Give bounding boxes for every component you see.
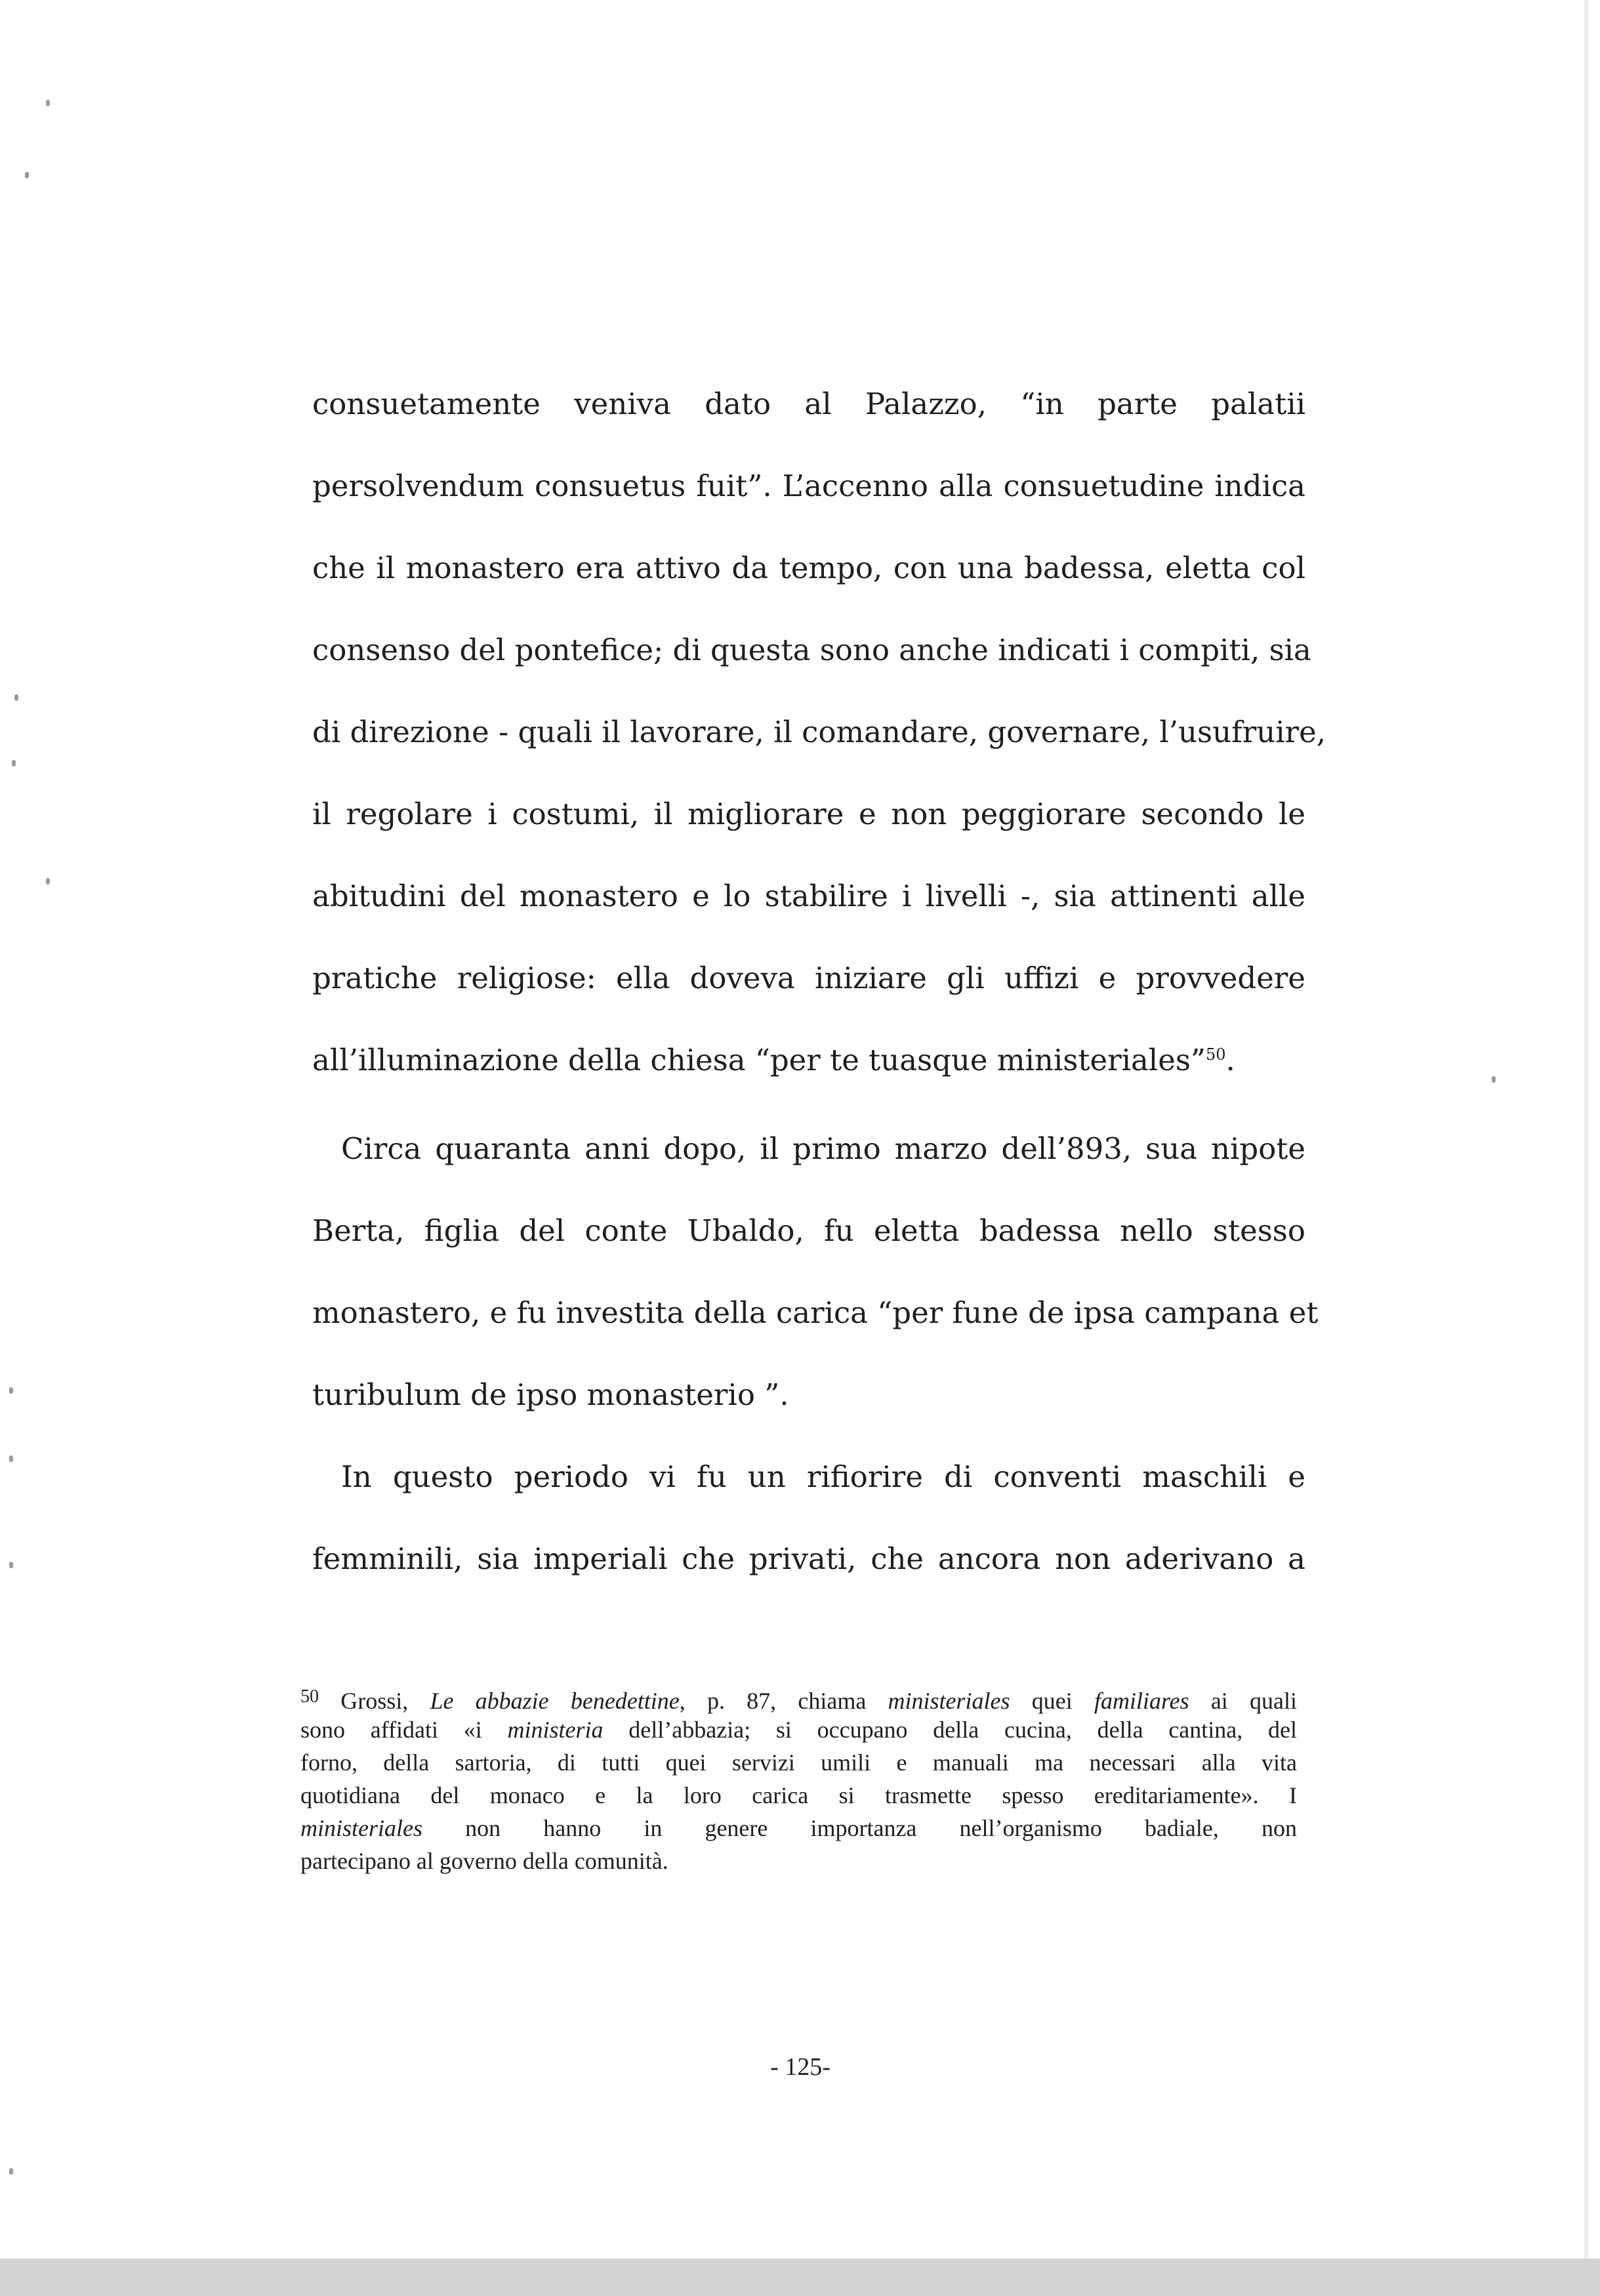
body-line: persolvendum consuetus fuit”. L’accenno alla consuetudine indica — [312, 469, 1305, 503]
scan-speck — [25, 172, 29, 178]
body-line: all’illuminazione della chiesa “per te tuasque ministeriales”$^{50}$. — [312, 1043, 1235, 1077]
footnote-line: quotidiana del monaco e la loro carica si trasmette spesso ereditariamente». I — [300, 1782, 1297, 1808]
scan-speck — [9, 1455, 13, 1462]
body-line: che il monastero era attivo da tempo, con una badessa, eletta col — [312, 551, 1305, 585]
footnote-line: partecipano al governo della comunità. — [300, 1848, 668, 1874]
body-line: il regolare i costumi, il migliorare e non peggiorare secondo le — [312, 797, 1305, 831]
scan-speck — [9, 1562, 13, 1568]
body-line: di direzione - quali il lavorare, il comandare, governare, l’usufruire, — [312, 715, 1326, 749]
body-line: Circa quaranta anni dopo, il primo marzo dell’893, sua nipote — [341, 1131, 1305, 1166]
footnote-reference: 50 — [1205, 1045, 1226, 1064]
scan-speck — [46, 878, 50, 885]
body-line: turibulum de ipso monasterio ”. — [312, 1377, 789, 1412]
body-line: Berta, figlia del conte Ubaldo, fu eletta badessa nello stesso — [312, 1213, 1305, 1248]
scan-speck — [12, 760, 16, 766]
footnote-line: ministeriales non hanno in genere importanza nell’organismo badiale, non — [300, 1815, 1297, 1841]
footnote-line: forno, della sartoria, di tutti quei servizi umili e manuali ma necessari alla vita — [300, 1749, 1297, 1776]
scan-speck — [14, 694, 18, 701]
scan-speck — [46, 100, 50, 106]
scan-speck — [1492, 1076, 1496, 1083]
scan-border-bottom — [0, 2259, 1600, 2296]
footnote-line: $^{50}$ Grossi, Le abbazie benedettine, p. 87, chiama ministeriales quei familiares ai quali — [300, 1686, 1298, 1714]
footnote-line: sono affidati «i ministeria dell’abbazia; si occupano della cucina, della cantina, del — [300, 1717, 1297, 1743]
body-line: In questo periodo vi fu un rifiorire di conventi maschili e — [341, 1459, 1305, 1494]
body-line: consuetamente veniva dato al Palazzo, “in parte palatii — [312, 386, 1305, 421]
body-line: femminili, sia imperiali che privati, che ancora non aderivano a — [312, 1541, 1305, 1576]
body-line: consenso del pontefice; di questa sono anche indicati i compiti, sia — [312, 633, 1311, 667]
scan-speck — [9, 1387, 13, 1394]
footnote-number: 50 — [300, 1686, 319, 1707]
body-line: abitudini del monastero e lo stabilire i livelli -, sia attinenti alle — [312, 879, 1305, 913]
scan-speck — [9, 2168, 13, 2175]
body-line: monastero, e fu investita della carica “per fune de ipsa campana et — [312, 1295, 1319, 1330]
page-number: - 125- — [770, 2053, 831, 2081]
scan-border-right — [1584, 0, 1588, 2259]
body-line: pratiche religiose: ella doveva iniziare gli uffizi e provvedere — [312, 961, 1305, 995]
